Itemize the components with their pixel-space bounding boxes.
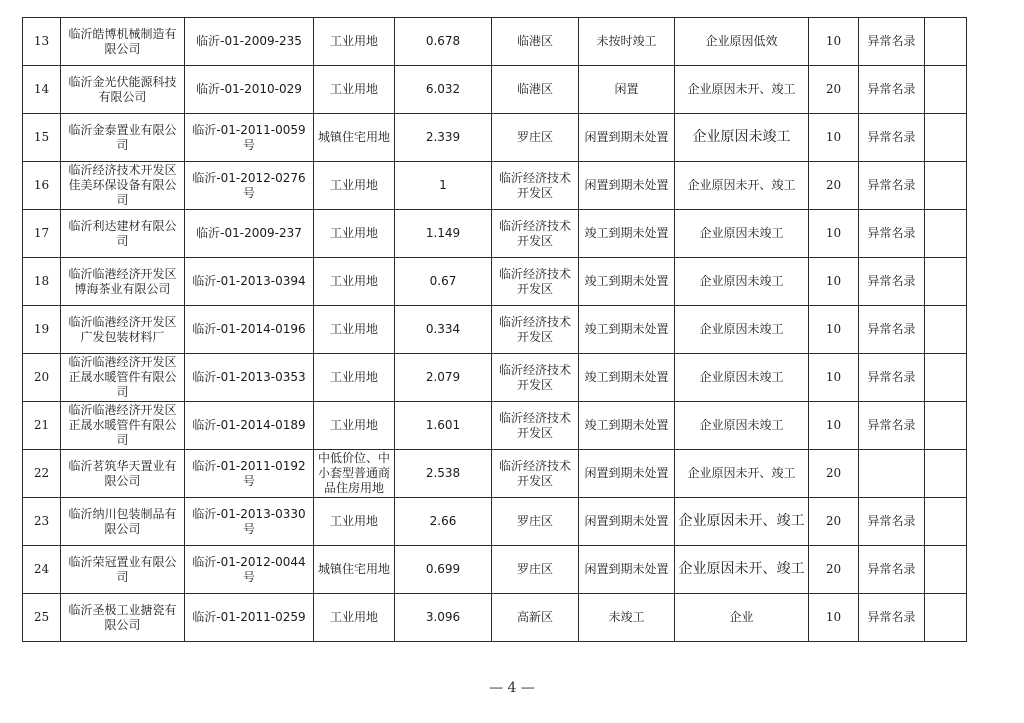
blank-cell [925, 546, 967, 594]
land-use-type-cell: 工业用地 [314, 354, 395, 402]
row-number-cell: 18 [23, 258, 61, 306]
land-status-cell: 闲置到期未处置 [579, 546, 675, 594]
blank-cell [925, 162, 967, 210]
row-number-cell: 15 [23, 114, 61, 162]
land-code-cell: 临沂-01-2012-0276号 [185, 162, 314, 210]
land-code-cell: 临沂-01-2014-0196 [185, 306, 314, 354]
list-status-cell: 异常名录 [859, 402, 925, 450]
table-row [23, 354, 967, 402]
land-code-cell: 临沂-01-2011-0192号 [185, 450, 314, 498]
blank-cell [925, 18, 967, 66]
score-cell: 20 [809, 66, 859, 114]
district-cell: 高新区 [492, 594, 579, 642]
list-status-cell: 异常名录 [859, 258, 925, 306]
list-status-cell: 异常名录 [859, 546, 925, 594]
land-area-cell: 1.149 [395, 210, 492, 258]
land-code-cell: 临沂-01-2010-029 [185, 66, 314, 114]
cause-cell: 企业原因未开、竣工 [675, 498, 809, 546]
company-name-cell: 临沂临港经济开发区广发包装材料厂 [61, 306, 185, 354]
row-number-cell: 17 [23, 210, 61, 258]
land-status-cell: 竣工到期未处置 [579, 210, 675, 258]
cause-cell: 企业原因未竣工 [675, 354, 809, 402]
land-area-cell: 2.079 [395, 354, 492, 402]
company-name-cell: 临沂经济技术开发区佳美环保设备有限公司 [61, 162, 185, 210]
cause-cell: 企业 [675, 594, 809, 642]
land-code-cell: 临沂-01-2014-0189 [185, 402, 314, 450]
land-use-type-cell: 工业用地 [314, 18, 395, 66]
company-name-cell: 临沂金泰置业有限公司 [61, 114, 185, 162]
table-row [23, 546, 967, 594]
company-name-cell: 临沂圣极工业搪瓷有限公司 [61, 594, 185, 642]
score-cell: 20 [809, 498, 859, 546]
land-area-cell: 2.66 [395, 498, 492, 546]
list-status-cell: 异常名录 [859, 114, 925, 162]
land-use-type-cell: 工业用地 [314, 306, 395, 354]
table-row [23, 114, 967, 162]
list-status-cell [859, 450, 925, 498]
land-area-cell: 6.032 [395, 66, 492, 114]
land-use-table [22, 17, 967, 642]
table-row [23, 258, 967, 306]
district-cell: 临沂经济技术开发区 [492, 162, 579, 210]
company-name-cell: 临沂茗筑华天置业有限公司 [61, 450, 185, 498]
cause-cell: 企业原因未竣工 [675, 402, 809, 450]
cause-cell: 企业原因未开、竣工 [675, 450, 809, 498]
land-code-cell: 临沂-01-2011-0259 [185, 594, 314, 642]
land-area-cell: 2.538 [395, 450, 492, 498]
district-cell: 罗庄区 [492, 114, 579, 162]
company-name-cell: 临沂临港经济开发区正晟水暖管件有限公司 [61, 402, 185, 450]
list-status-cell: 异常名录 [859, 210, 925, 258]
blank-cell [925, 354, 967, 402]
land-use-type-cell: 工业用地 [314, 402, 395, 450]
table-row [23, 162, 967, 210]
land-status-cell: 竣工到期未处置 [579, 354, 675, 402]
land-area-cell: 0.67 [395, 258, 492, 306]
cause-cell: 企业原因未开、竣工 [675, 546, 809, 594]
cause-cell: 企业原因未竣工 [675, 258, 809, 306]
list-status-cell: 异常名录 [859, 306, 925, 354]
row-number-cell: 19 [23, 306, 61, 354]
land-use-type-cell: 工业用地 [314, 594, 395, 642]
score-cell: 10 [809, 354, 859, 402]
score-cell: 10 [809, 306, 859, 354]
list-status-cell: 异常名录 [859, 594, 925, 642]
district-cell: 临沂经济技术开发区 [492, 258, 579, 306]
company-name-cell: 临沂金光伏能源科技有限公司 [61, 66, 185, 114]
table-row [23, 450, 967, 498]
list-status-cell: 异常名录 [859, 162, 925, 210]
land-code-cell: 临沂-01-2011-0059号 [185, 114, 314, 162]
score-cell: 20 [809, 450, 859, 498]
list-status-cell: 异常名录 [859, 498, 925, 546]
row-number-cell: 22 [23, 450, 61, 498]
land-status-cell: 竣工到期未处置 [579, 258, 675, 306]
land-code-cell: 临沂-01-2012-0044号 [185, 546, 314, 594]
table-row [23, 402, 967, 450]
district-cell: 临沂经济技术开发区 [492, 402, 579, 450]
land-status-cell: 未按时竣工 [579, 18, 675, 66]
land-code-cell: 临沂-01-2013-0330号 [185, 498, 314, 546]
land-use-type-cell: 工业用地 [314, 66, 395, 114]
score-cell: 10 [809, 258, 859, 306]
row-number-cell: 14 [23, 66, 61, 114]
list-status-cell: 异常名录 [859, 18, 925, 66]
land-code-cell: 临沂-01-2013-0394 [185, 258, 314, 306]
blank-cell [925, 306, 967, 354]
row-number-cell: 25 [23, 594, 61, 642]
district-cell: 临沂经济技术开发区 [492, 354, 579, 402]
land-use-type-cell: 中低价位、中小套型普通商品住房用地 [314, 450, 395, 498]
district-cell: 罗庄区 [492, 546, 579, 594]
land-status-cell: 闲置到期未处置 [579, 498, 675, 546]
land-area-cell: 0.699 [395, 546, 492, 594]
row-number-cell: 16 [23, 162, 61, 210]
land-status-cell: 闲置到期未处置 [579, 114, 675, 162]
company-name-cell: 临沂利达建材有限公司 [61, 210, 185, 258]
land-status-cell: 闲置到期未处置 [579, 162, 675, 210]
table-row [23, 498, 967, 546]
land-use-type-cell: 工业用地 [314, 258, 395, 306]
blank-cell [925, 66, 967, 114]
district-cell: 临沂经济技术开发区 [492, 210, 579, 258]
score-cell: 20 [809, 162, 859, 210]
land-use-type-cell: 工业用地 [314, 162, 395, 210]
district-cell: 临港区 [492, 66, 579, 114]
district-cell: 临港区 [492, 18, 579, 66]
blank-cell [925, 594, 967, 642]
land-status-cell: 竣工到期未处置 [579, 306, 675, 354]
list-status-cell: 异常名录 [859, 66, 925, 114]
land-status-cell: 闲置 [579, 66, 675, 114]
row-number-cell: 20 [23, 354, 61, 402]
row-number-cell: 13 [23, 18, 61, 66]
company-name-cell: 临沂临港经济开发区博海茶业有限公司 [61, 258, 185, 306]
table-row [23, 306, 967, 354]
land-area-cell: 0.334 [395, 306, 492, 354]
score-cell: 20 [809, 546, 859, 594]
land-use-type-cell: 工业用地 [314, 498, 395, 546]
score-cell: 10 [809, 114, 859, 162]
cause-cell: 企业原因未竣工 [675, 306, 809, 354]
score-cell: 10 [809, 210, 859, 258]
page-number: — 4 — [489, 680, 535, 696]
land-use-type-cell: 城镇住宅用地 [314, 114, 395, 162]
row-number-cell: 21 [23, 402, 61, 450]
blank-cell [925, 258, 967, 306]
land-status-cell: 未竣工 [579, 594, 675, 642]
blank-cell [925, 402, 967, 450]
cause-cell: 企业原因未竣工 [675, 210, 809, 258]
company-name-cell: 临沂皓博机械制造有限公司 [61, 18, 185, 66]
district-cell: 临沂经济技术开发区 [492, 450, 579, 498]
land-area-cell: 1 [395, 162, 492, 210]
table-row [23, 594, 967, 642]
land-code-cell: 临沂-01-2009-235 [185, 18, 314, 66]
land-status-cell: 竣工到期未处置 [579, 402, 675, 450]
blank-cell [925, 114, 967, 162]
table-row [23, 66, 967, 114]
company-name-cell: 临沂荣冠置业有限公司 [61, 546, 185, 594]
blank-cell [925, 450, 967, 498]
land-use-type-cell: 城镇住宅用地 [314, 546, 395, 594]
cause-cell: 企业原因未竣工 [675, 114, 809, 162]
cause-cell: 企业原因未开、竣工 [675, 162, 809, 210]
row-number-cell: 24 [23, 546, 61, 594]
blank-cell [925, 498, 967, 546]
row-number-cell: 23 [23, 498, 61, 546]
land-status-cell: 闲置到期未处置 [579, 450, 675, 498]
company-name-cell: 临沂临港经济开发区正晟水暖管件有限公司 [61, 354, 185, 402]
land-area-cell: 3.096 [395, 594, 492, 642]
district-cell: 临沂经济技术开发区 [492, 306, 579, 354]
cause-cell: 企业原因低效 [675, 18, 809, 66]
list-status-cell: 异常名录 [859, 354, 925, 402]
land-area-cell: 0.678 [395, 18, 492, 66]
company-name-cell: 临沂纳川包装制品有限公司 [61, 498, 185, 546]
table-row [23, 18, 967, 66]
score-cell: 10 [809, 594, 859, 642]
cause-cell: 企业原因未开、竣工 [675, 66, 809, 114]
table-row [23, 210, 967, 258]
land-use-type-cell: 工业用地 [314, 210, 395, 258]
blank-cell [925, 210, 967, 258]
land-code-cell: 临沂-01-2013-0353 [185, 354, 314, 402]
land-area-cell: 2.339 [395, 114, 492, 162]
district-cell: 罗庄区 [492, 498, 579, 546]
land-area-cell: 1.601 [395, 402, 492, 450]
score-cell: 10 [809, 402, 859, 450]
score-cell: 10 [809, 18, 859, 66]
land-code-cell: 临沂-01-2009-237 [185, 210, 314, 258]
